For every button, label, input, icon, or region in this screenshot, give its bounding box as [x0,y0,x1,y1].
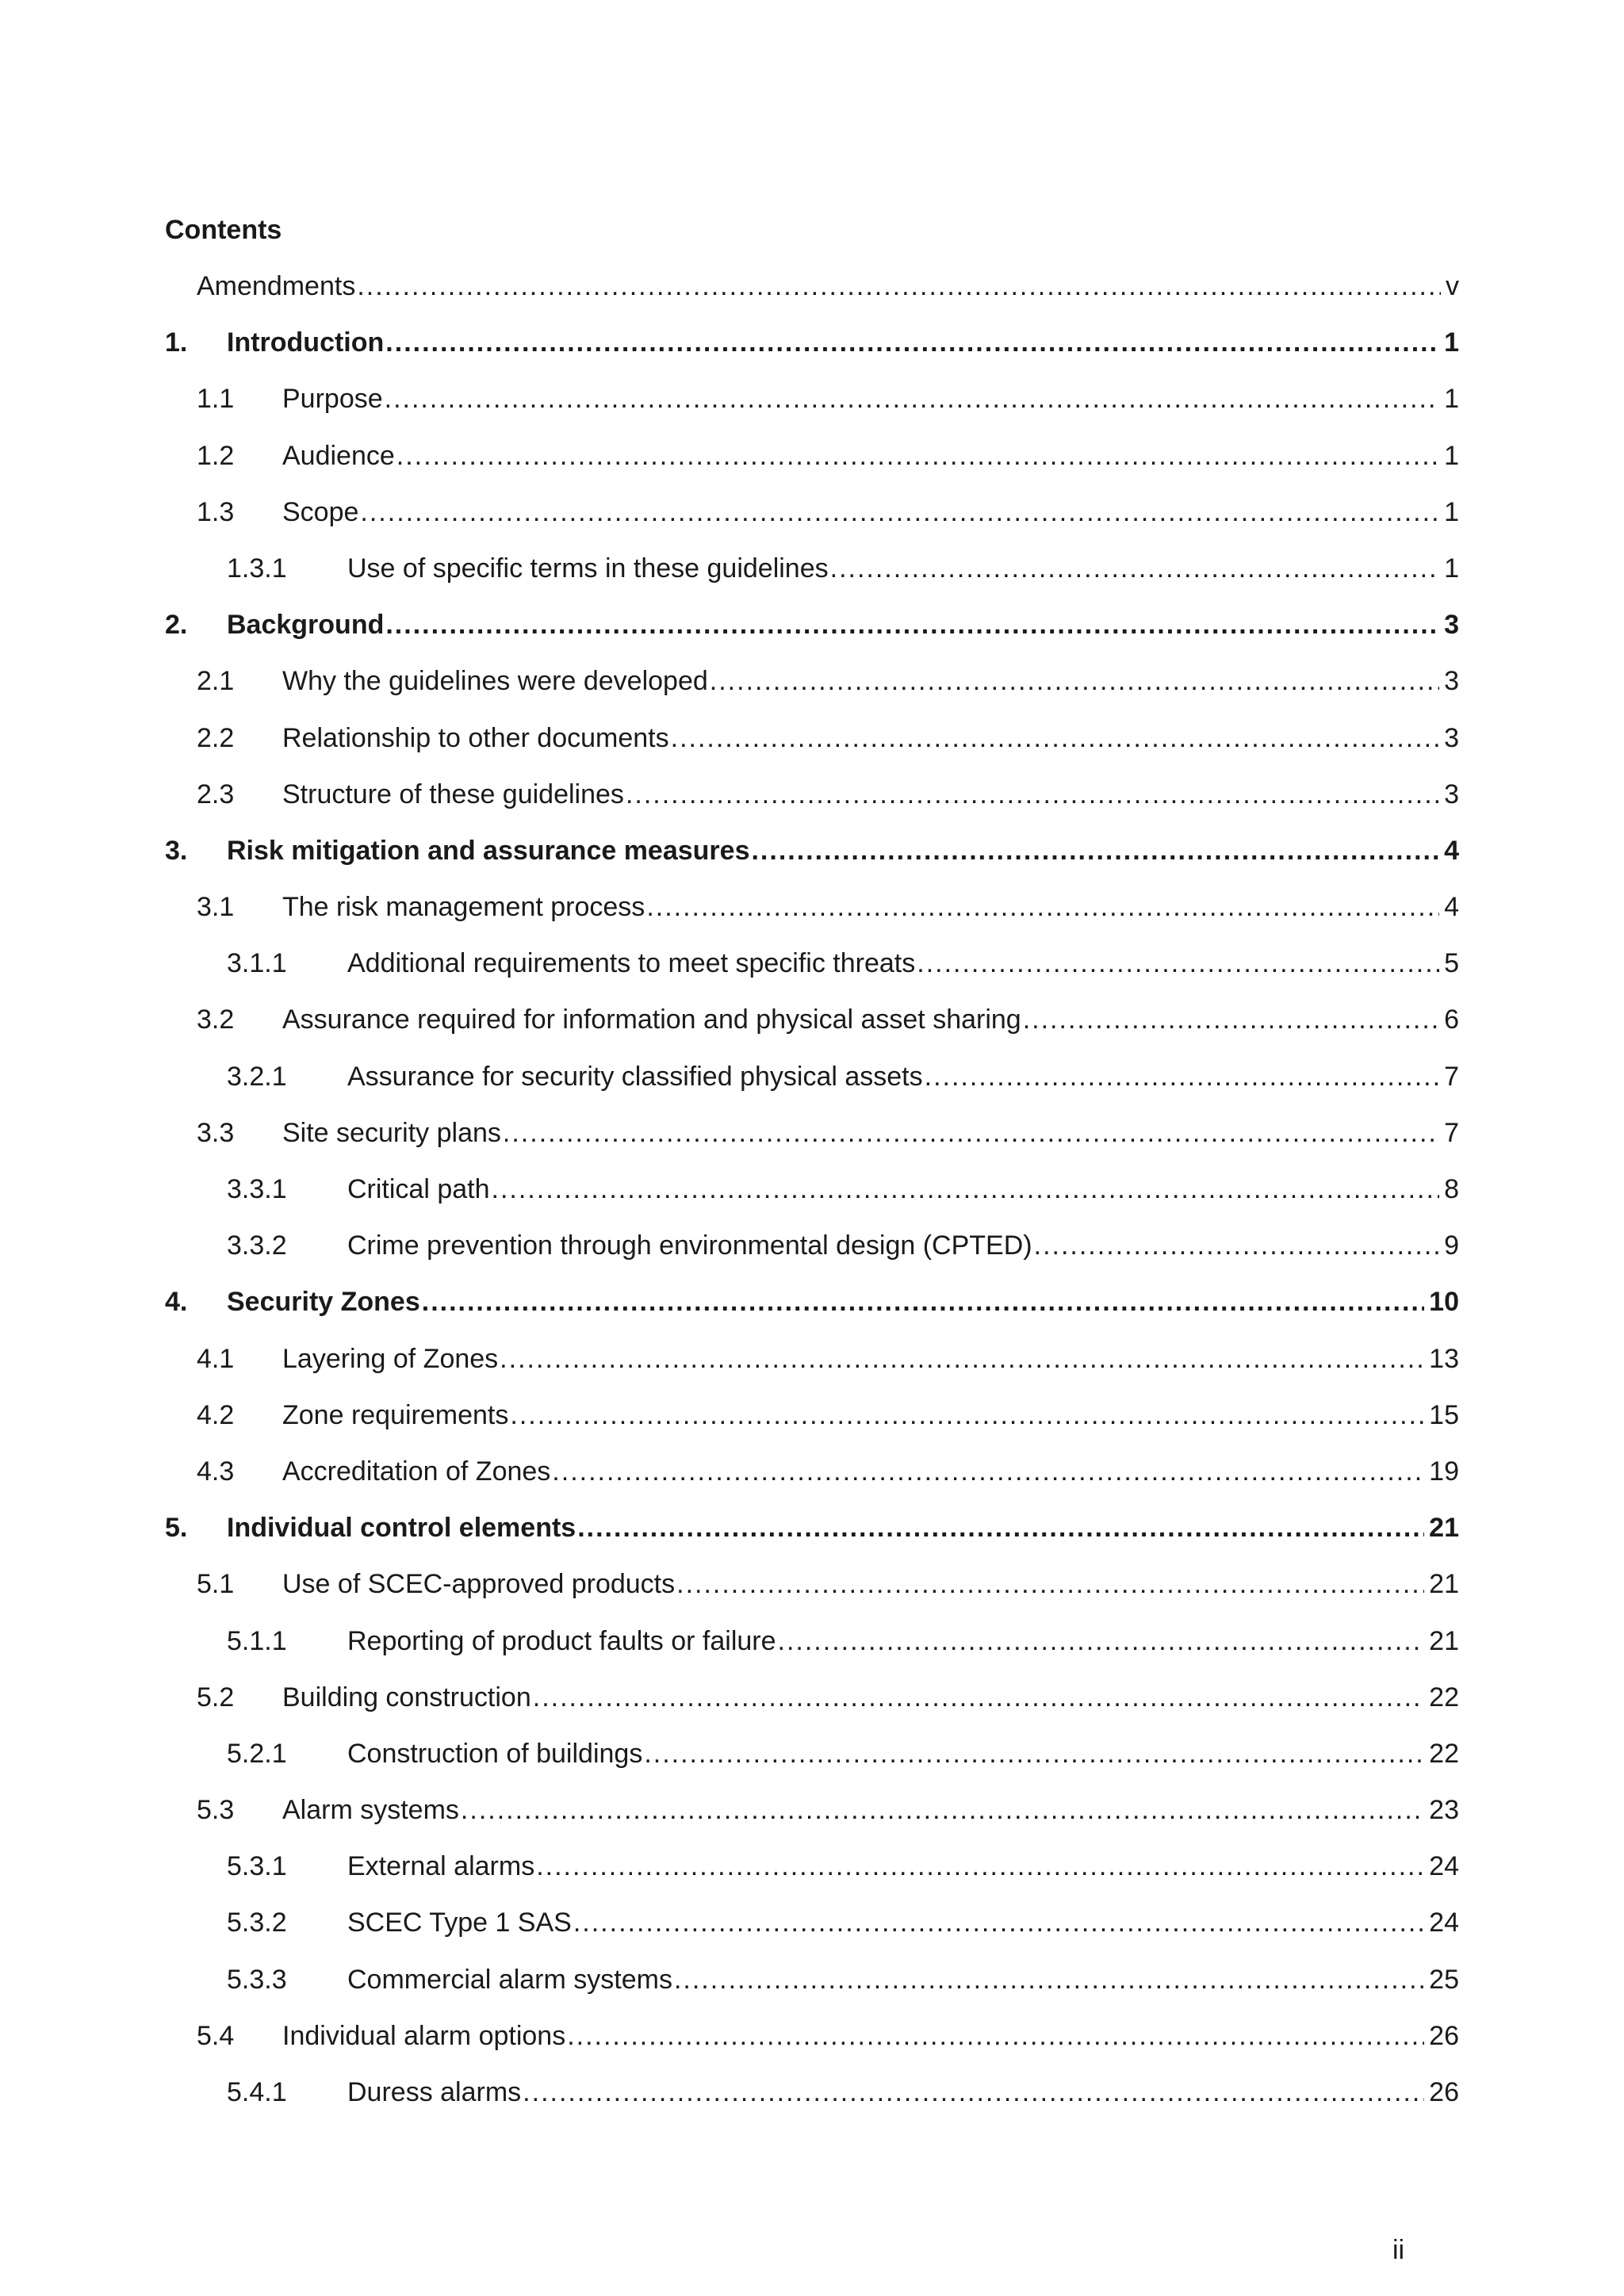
toc-entry[interactable] [165,1057,1459,1113]
toc-entry[interactable] [165,1339,1459,1395]
toc-entry-page: 22 [1424,1734,1459,1774]
toc-entry-page: 1 [1439,323,1459,362]
toc-entry-page: 10 [1424,1282,1459,1322]
toc-entry[interactable] [165,718,1459,775]
toc-entry-title: Reporting of product faults or failure [347,1621,778,1661]
toc-entry[interactable] [165,323,1459,379]
dot-leader [671,718,1439,758]
toc-entry-page: 3 [1439,775,1459,814]
dot-leader [492,1169,1440,1209]
toc-entry-page: 26 [1424,2072,1459,2112]
toc-entry-title: Scope [282,492,360,532]
toc-entry-title: Alarm systems [282,1790,461,1830]
dot-leader [646,887,1439,927]
dot-leader [500,1339,1424,1379]
table-of-contents [165,266,1459,2129]
toc-entry-number: 5.4.1 [227,2077,287,2107]
toc-entry-number: 5.3.3 [227,1964,287,1995]
toc-entry-page: 6 [1439,1000,1459,1039]
toc-entry-title: Amendments [197,266,357,306]
dot-leader [523,2072,1424,2112]
toc-entry-number: 1.1 [197,384,235,415]
toc-entry[interactable] [165,831,1459,887]
toc-entry-title: Additional requirements to meet specific threats [347,943,917,983]
toc-entry-page: 9 [1439,1226,1459,1265]
toc-entry-title: Relationship to other documents [282,718,671,758]
toc-entry-page: 25 [1424,1960,1459,1999]
toc-entry[interactable] [165,1226,1459,1282]
toc-entry[interactable] [165,1282,1459,1338]
toc-entry[interactable] [165,1960,1459,2016]
toc-entry-number: 5.2.1 [227,1738,287,1769]
toc-entry-number: 3.1.1 [227,948,287,979]
contents-heading: Contents [165,215,282,245]
dot-leader [925,1057,1439,1096]
toc-entry-number: 5.3.1 [227,1851,287,1882]
toc-entry[interactable] [165,2016,1459,2072]
dot-leader [830,549,1439,588]
toc-entry-title: Purpose [282,379,385,419]
toc-entry-page: 3 [1439,661,1459,701]
toc-entry-page: 7 [1439,1113,1459,1153]
toc-entry-number: 2.2 [197,722,235,753]
toc-entry-number: 3. [165,835,188,866]
dot-leader [422,1282,1424,1322]
toc-entry[interactable] [165,1169,1459,1226]
dot-leader [710,661,1439,701]
toc-entry-number: 5.4 [197,2020,235,2051]
toc-entry[interactable] [165,436,1459,492]
dot-leader [778,1621,1425,1661]
dot-leader [577,1508,1424,1548]
toc-entry-number: 5.3 [197,1795,235,1826]
toc-entry-number: 3.3.2 [227,1230,287,1261]
toc-entry[interactable] [165,492,1459,549]
toc-entry-number: 4.3 [197,1456,235,1487]
toc-entry-title: SCEC Type 1 SAS [347,1903,573,1942]
toc-entry-page: 23 [1424,1790,1459,1830]
dot-leader [1023,1000,1439,1039]
toc-entry[interactable] [165,1395,1459,1452]
dot-leader [626,775,1439,814]
toc-entry-page: 8 [1439,1169,1459,1209]
toc-entry-title: Background [227,605,385,645]
toc-entry-number: 3.1 [197,892,235,923]
toc-entry-number: 3.3.1 [227,1174,287,1204]
toc-entry-title: Individual control elements [227,1508,577,1548]
toc-entry-page: 19 [1424,1452,1459,1491]
dot-leader [385,605,1439,645]
toc-entry-title: Commercial alarm systems [347,1960,674,1999]
toc-entry-page: 1 [1439,549,1459,588]
toc-entry-number: 3.2 [197,1004,235,1035]
toc-entry-page: 21 [1424,1621,1459,1661]
toc-entry-number: 1.2 [197,440,235,471]
toc-entry-title: The risk management process [282,887,646,927]
toc-entry-title: Site security plans [282,1113,503,1153]
toc-entry-page: 13 [1424,1339,1459,1379]
toc-entry-page: 7 [1439,1057,1459,1096]
toc-entry[interactable] [165,1000,1459,1056]
toc-entry-title: Introduction [227,323,385,362]
toc-entry[interactable] [165,1903,1459,1959]
toc-entry[interactable] [165,1846,1459,1903]
toc-entry-page: 24 [1424,1846,1459,1886]
toc-entry-page: 5 [1439,943,1459,983]
toc-entry-title: Risk mitigation and assurance measures [227,831,751,871]
page-number: ii [1392,2235,1405,2265]
toc-entry-number: 1.3.1 [227,553,287,584]
dot-leader [567,2016,1424,2056]
dot-leader [396,436,1439,476]
toc-entry-page: 4 [1439,887,1459,927]
dot-leader [533,1678,1424,1717]
dot-leader [573,1903,1424,1942]
toc-entry-page: 22 [1424,1678,1459,1717]
toc-entry[interactable] [165,1508,1459,1564]
toc-entry[interactable] [165,1734,1459,1790]
dot-leader [510,1395,1424,1435]
toc-entry[interactable] [165,1790,1459,1846]
toc-entry-title: Zone requirements [282,1395,510,1435]
toc-entry[interactable] [165,1678,1459,1734]
toc-entry-title: Crime prevention through environmental design (CPTED) [347,1226,1034,1265]
dot-leader [357,266,1441,306]
toc-entry-number: 5.2 [197,1682,235,1712]
toc-entry-title: Security Zones [227,1282,422,1322]
dot-leader [676,1564,1424,1604]
toc-entry-title: External alarms [347,1846,536,1886]
toc-entry-title: Assurance for security classified physical assets [347,1057,925,1096]
toc-entry-number: 4.2 [197,1399,235,1430]
dot-leader [360,492,1439,532]
toc-entry[interactable] [165,775,1459,831]
toc-entry[interactable] [165,1113,1459,1169]
toc-entry-page: 24 [1424,1903,1459,1942]
toc-entry[interactable] [165,1564,1459,1621]
toc-entry-number: 3.2.1 [227,1061,287,1092]
dot-leader [461,1790,1424,1830]
dot-leader [751,831,1439,871]
dot-leader [503,1113,1439,1153]
toc-entry-number: 3.3 [197,1117,235,1148]
dot-leader [552,1452,1424,1491]
dot-leader [385,379,1439,419]
toc-entry-page: 21 [1424,1564,1459,1604]
toc-entry-page: 1 [1439,436,1459,476]
toc-entry-title: Assurance required for information and physical asset sharing [282,1000,1023,1039]
toc-entry-number: 5.3.2 [227,1908,287,1938]
toc-entry[interactable] [165,605,1459,661]
toc-entry[interactable] [165,943,1459,1000]
dot-leader [917,943,1439,983]
toc-entry-number: 1.3 [197,496,235,527]
toc-entry-page: v [1441,266,1459,306]
toc-entry[interactable] [165,887,1459,943]
toc-entry-title: Duress alarms [347,2072,523,2112]
dot-leader [674,1960,1424,1999]
toc-entry-page: 21 [1424,1508,1459,1548]
toc-entry-title: Construction of buildings [347,1734,644,1774]
toc-entry-page: 4 [1439,831,1459,871]
toc-entry-number: 5.1 [197,1569,235,1600]
toc-entry-number: 4.1 [197,1343,235,1374]
toc-entry-number: 5. [165,1513,188,1544]
toc-entry[interactable] [165,661,1459,718]
toc-entry-number: 4. [165,1287,188,1318]
toc-entry-title: Audience [282,436,396,476]
toc-entry-page: 26 [1424,2016,1459,2056]
toc-entry-title: Accreditation of Zones [282,1452,552,1491]
toc-entry-page: 3 [1439,605,1459,645]
toc-entry-number: 2.1 [197,666,235,697]
toc-entry-title: Why the guidelines were developed [282,661,710,701]
toc-entry[interactable] [165,266,1459,323]
toc-entry-title: Use of SCEC-approved products [282,1564,676,1604]
toc-entry[interactable] [165,1452,1459,1508]
toc-entry-title: Building construction [282,1678,533,1717]
toc-entry-number: 2. [165,610,188,641]
dot-leader [644,1734,1424,1774]
toc-entry[interactable] [165,2072,1459,2129]
dot-leader [536,1846,1424,1886]
toc-entry-number: 2.3 [197,779,235,809]
toc-entry-title: Layering of Zones [282,1339,500,1379]
toc-entry-page: 3 [1439,718,1459,758]
toc-entry-title: Structure of these guidelines [282,775,626,814]
toc-entry-number: 5.1.1 [227,1625,287,1656]
toc-entry-title: Individual alarm options [282,2016,567,2056]
toc-entry-title: Critical path [347,1169,492,1209]
toc-entry-page: 15 [1424,1395,1459,1435]
toc-entry[interactable] [165,1621,1459,1678]
dot-leader [385,323,1439,362]
dot-leader [1034,1226,1439,1265]
toc-entry-page: 1 [1439,492,1459,532]
toc-entry[interactable] [165,549,1459,605]
toc-entry-page: 1 [1439,379,1459,419]
toc-entry[interactable] [165,379,1459,435]
toc-entry-title: Use of specific terms in these guidelines [347,549,830,588]
toc-entry-number: 1. [165,327,188,358]
